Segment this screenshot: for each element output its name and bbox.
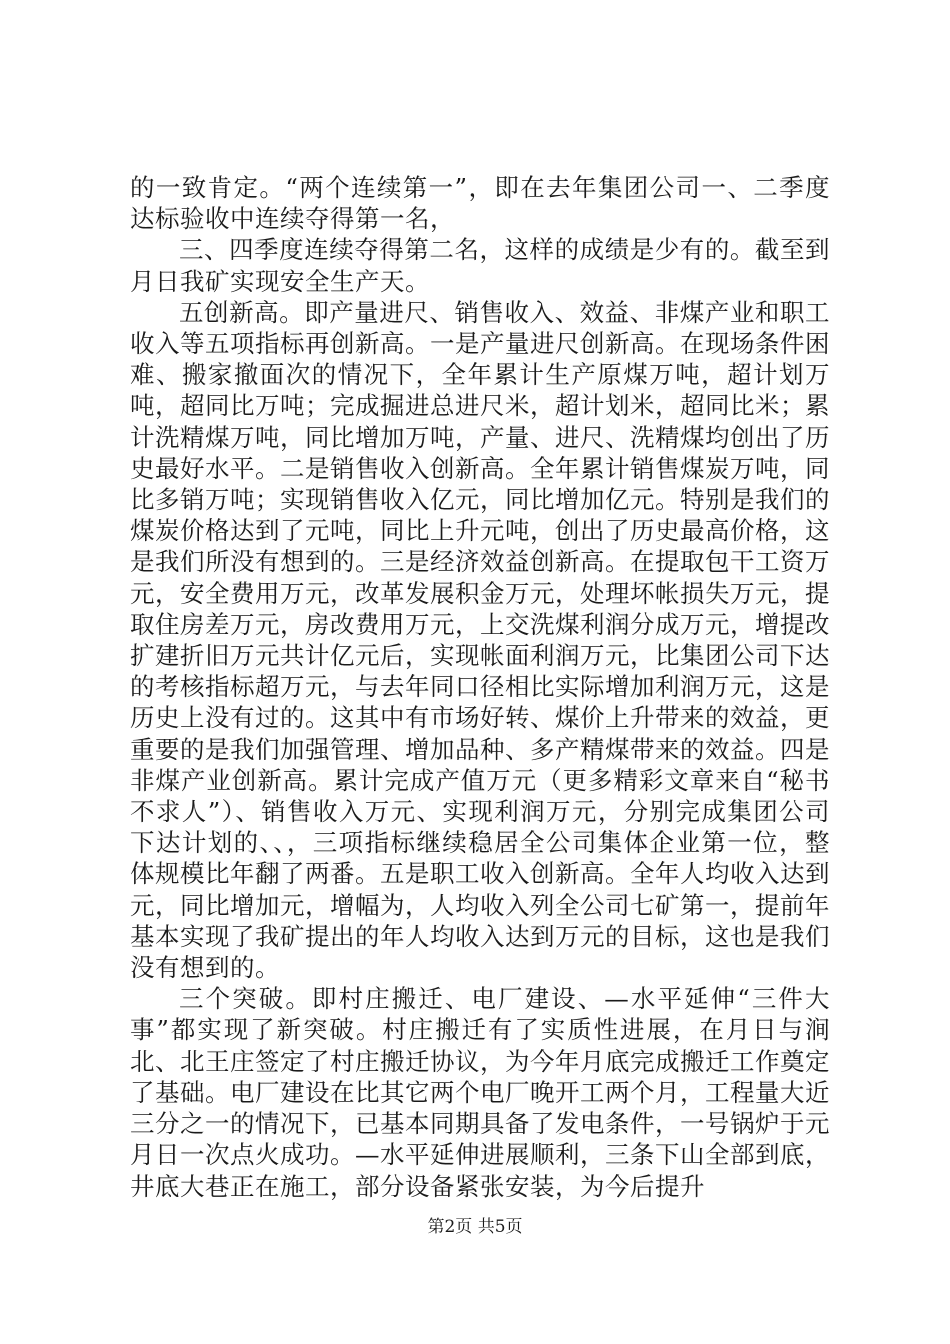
paragraph-3: 五创新高。即产量进尺、销售收入、效益、非煤产业和职工收入等五项指标再创新高。一是产量进尺创新高。在现场条件困难、搬家撤面次的情况下，全年累计生产原煤万吨，超计划万吨，超同比万吨；完成掘进总进尺米，超计划米，超同比米；累计洗精煤万吨，同比增加万吨，产量、进尺、洗精煤均创出了历史最好水平。二是销售收入创新高。全年累计销售煤炭万吨，同比多销万吨；实现销售收入亿元，同比增加亿元。特别是我们的煤炭价格达到了元吨，同比上升元吨，创出了历史最高价格，这是我们所没有想到的。三是经济效益创新高。在提取包干工资万元，安全费用万元，改革发展积金万元，处理坏帐损失万元，提取住房差万元，房改费用万元，上交洗煤利润分成万元，增提改扩建折旧万元共计亿元后，实现帐面利润万元，比集团公司下达的考核指标超万元，与去年同口径相比实际增加利润万元，这是历史上没有过的。这其中有市场好转、煤价上升带来的效益，更重要的是我们加强管理、增加品种、多产精煤带来的效益。四是非煤产业创新高。累计完成产值万元（更多精彩文章来自“秘书不求人”）、销售收入万元、实现利润万元，分别完成集团公司下达计划的、、，三项指标继续稳居全公司集体企业第一位，整体规模比年翻了两番。五是职工收入创新高。全年人均收入达到元，同比增加元，增幅为，人均收入列全公司七矿第一，提前年基本实现了我矿提出的年人均收入达到万元的目标，这也是我们没有想到的。 (130, 297, 830, 983)
paragraph-4: 三个突破。即村庄搬迁、电厂建设、—水平延伸“三件大事”都实现了新突破。村庄搬迁有了实质性进展，在月日与涧北、北王庄签定了村庄搬迁协议，为今年月底完成搬迁工作奠定了基础。电厂建设在比其它两个电厂晚开工两个月，工程量大近三分之一的情况下，已基本同期具备了发电条件，一号锅炉于元月日一次点火成功。—水平延伸进展顺利，三条下山全部到底，井底大巷正在施工，部分设备紧张安装，为今后提升 (130, 984, 830, 1201)
paragraph-2: 三、四季度连续夺得第二名，这样的成绩是少有的。截至到月日我矿实现安全生产天。 (130, 235, 830, 296)
page-number-footer: 第2页 共5页 (427, 1217, 523, 1237)
body-text (130, 172, 830, 1202)
paragraph-1: 的一致肯定。“两个连续第一”，即在去年集团公司一、二季度达标验收中连续夺得第一名， (130, 173, 830, 234)
